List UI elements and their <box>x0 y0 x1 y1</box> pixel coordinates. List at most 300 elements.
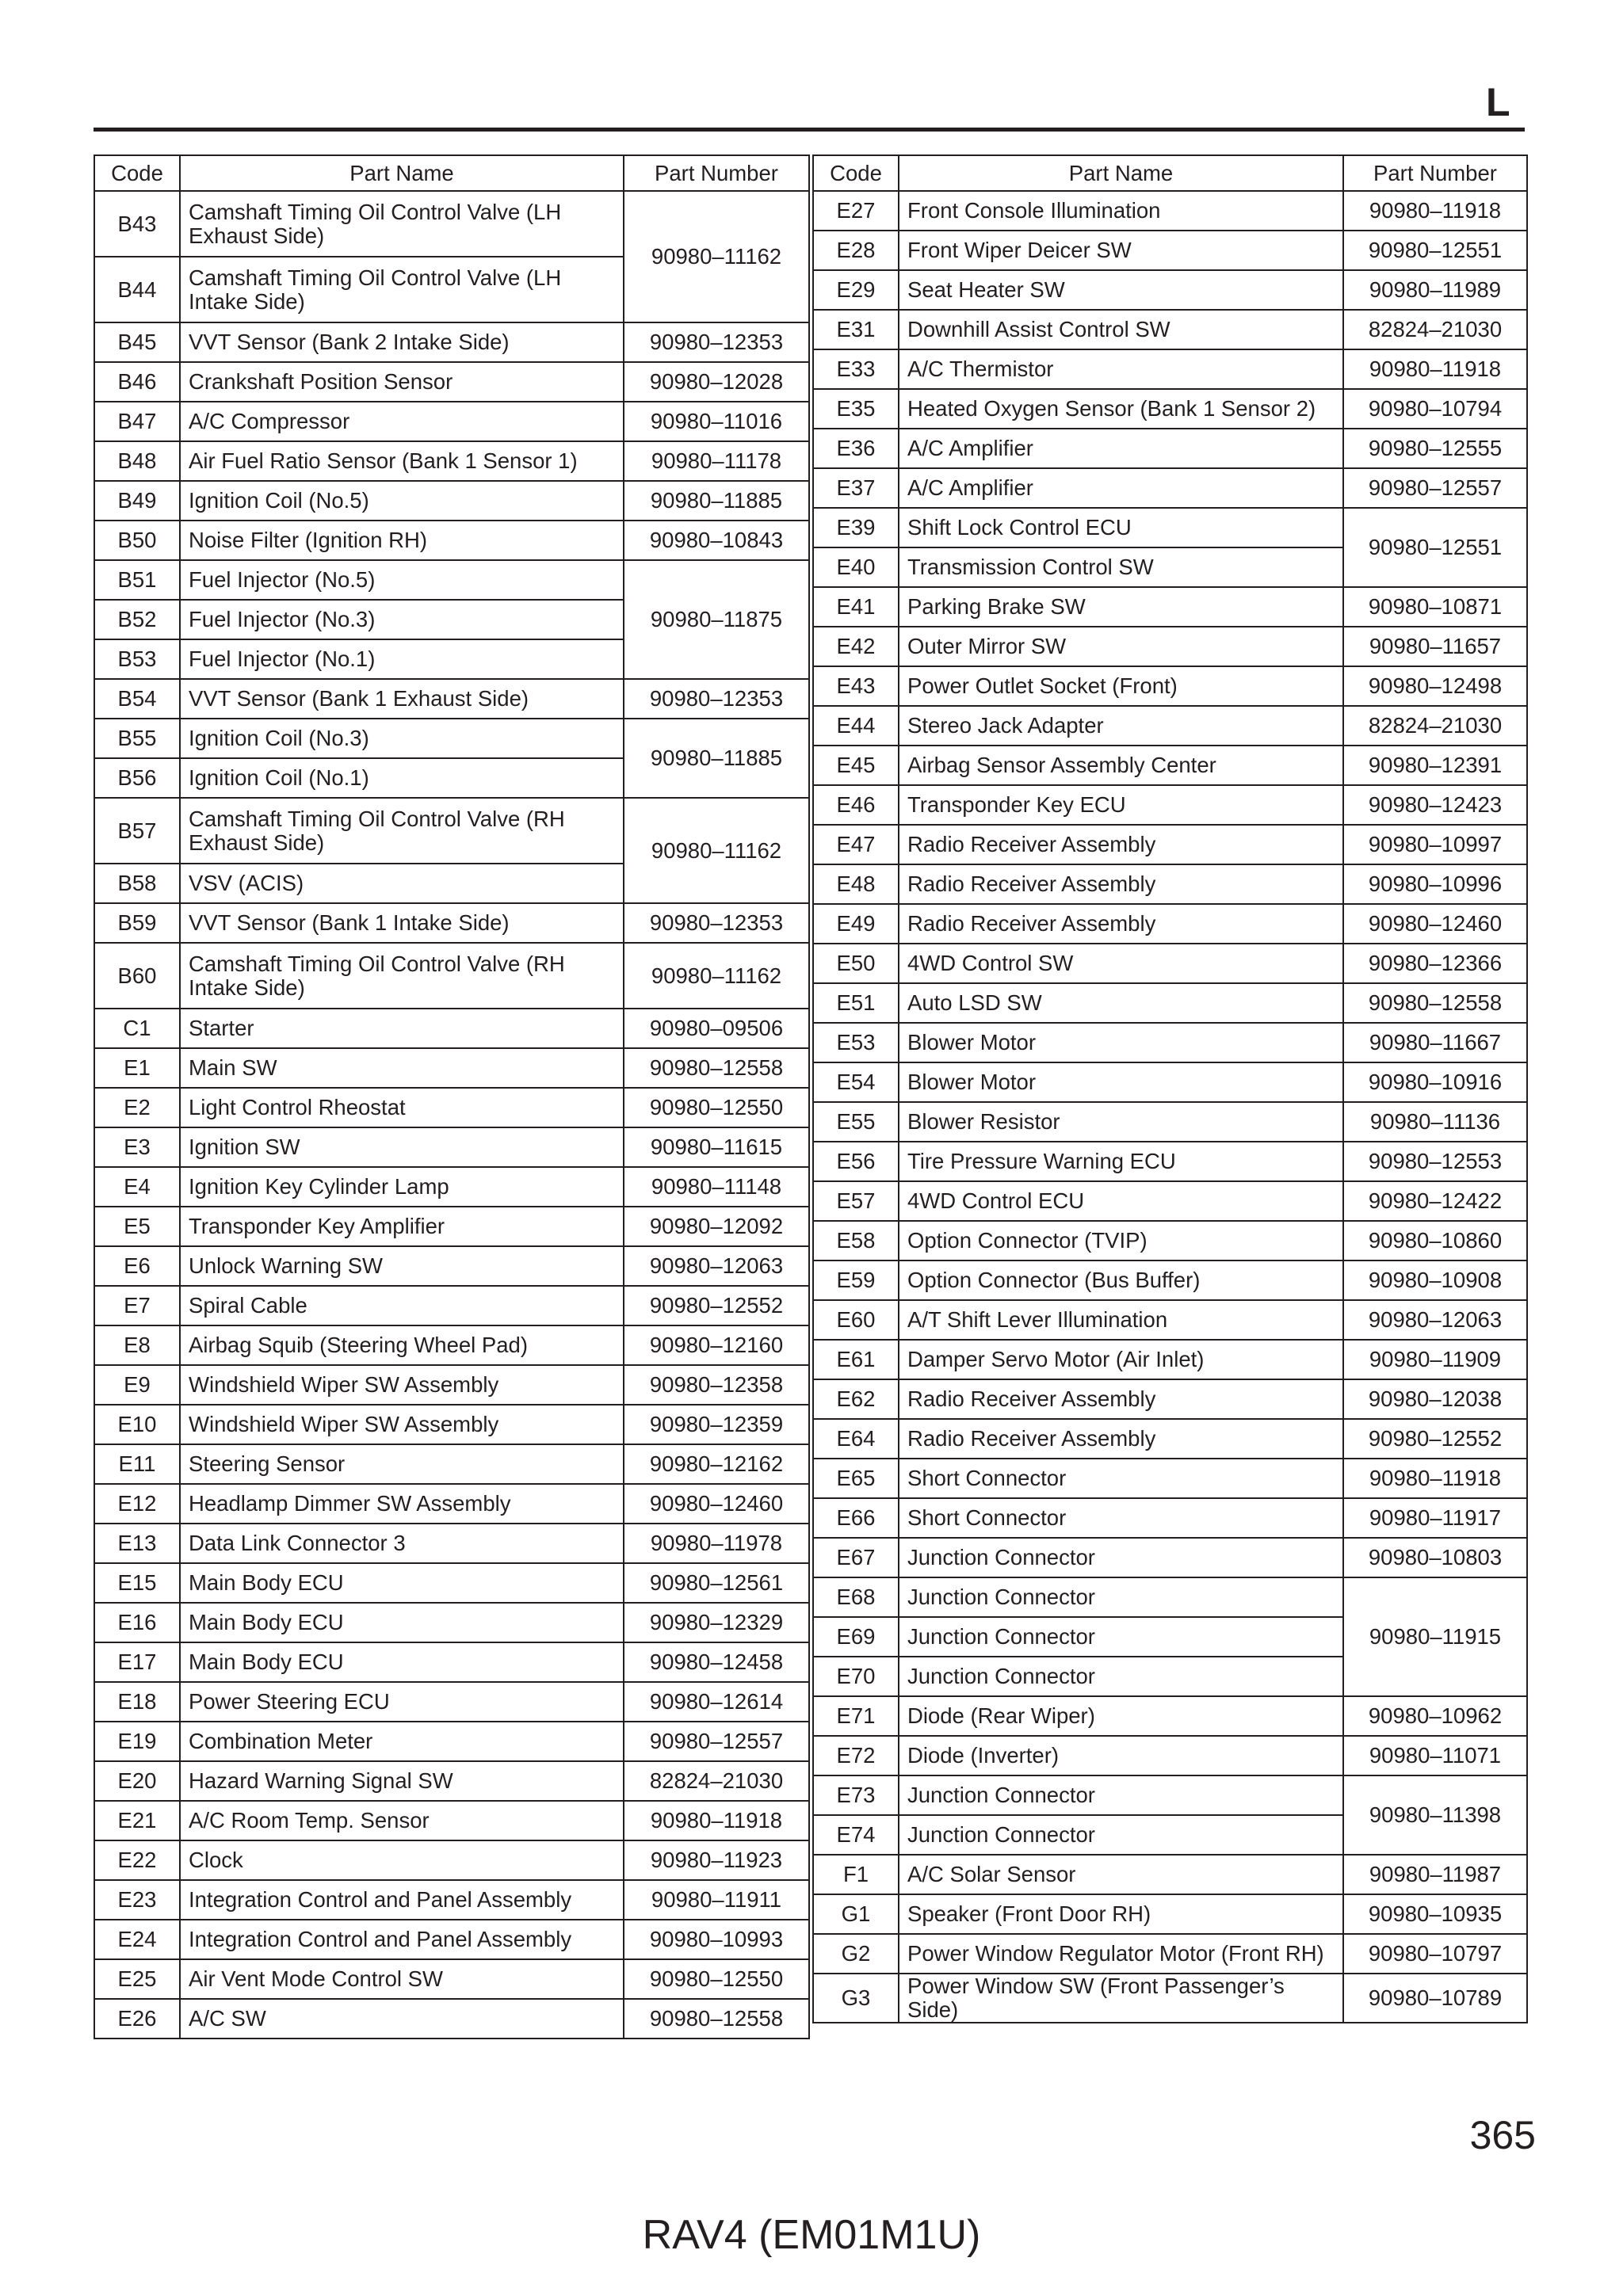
table-row <box>94 1365 809 1405</box>
cell-part-name: Seat Heater SW <box>899 270 1343 310</box>
cell-code: E67 <box>813 1538 899 1577</box>
document-title: RAV4 (EM01M1U) <box>642 2212 981 2258</box>
cell-part-name: Clock <box>180 1840 624 1880</box>
cell-code: E64 <box>813 1419 899 1459</box>
cell-code: E37 <box>813 468 899 508</box>
cell-part-name: Blower Resistor <box>899 1102 1343 1142</box>
cell-part-name: Junction Connector <box>899 1815 1343 1855</box>
cell-code: E5 <box>94 1207 180 1246</box>
cell-part-name: Junction Connector <box>899 1577 1343 1617</box>
cell-part-number: 90980–12423 <box>1343 785 1527 825</box>
cell-code: E8 <box>94 1325 180 1365</box>
cell-part-number: 90980–10997 <box>1343 825 1527 864</box>
cell-part-name: Power Outlet Socket (Front) <box>899 666 1343 706</box>
cell-part-name: A/C Room Temp. Sensor <box>180 1801 624 1840</box>
column-header-code: Code <box>813 155 899 191</box>
cell-code: E72 <box>813 1736 899 1775</box>
cell-code: E21 <box>94 1801 180 1840</box>
cell-part-name: A/C Amplifier <box>899 468 1343 508</box>
cell-code: B54 <box>94 679 180 719</box>
cell-code: E70 <box>813 1657 899 1696</box>
table-row <box>813 1142 1527 1181</box>
cell-part-name: Blower Motor <box>899 1062 1343 1102</box>
table-row <box>94 322 809 362</box>
cell-part-number: 90980–12038 <box>1343 1379 1527 1419</box>
cell-part-name: Junction Connector <box>899 1617 1343 1657</box>
table-row <box>813 983 1527 1023</box>
table-row <box>94 943 809 1009</box>
column-header-part-number: Part Number <box>1343 155 1527 191</box>
table-row <box>94 1682 809 1722</box>
cell-part-number: 90980–12063 <box>1343 1300 1527 1340</box>
cell-part-number: 90980–12353 <box>624 679 809 719</box>
table-row <box>813 1577 1527 1617</box>
cell-part-name: Shift Lock Control ECU <box>899 508 1343 547</box>
cell-part-number: 90980–12557 <box>1343 468 1527 508</box>
cell-part-name: Power Window Regulator Motor (Front RH) <box>899 1934 1343 1974</box>
cell-part-name: 4WD Control SW <box>899 944 1343 983</box>
cell-part-number: 90980–12498 <box>1343 666 1527 706</box>
cell-part-number: 90980–10996 <box>1343 864 1527 904</box>
table-row <box>94 1999 809 2039</box>
table-row <box>94 560 809 600</box>
table-row <box>813 746 1527 785</box>
cell-code: B59 <box>94 903 180 943</box>
table-row <box>813 1221 1527 1261</box>
cell-part-number: 90980–12550 <box>624 1088 809 1127</box>
cell-part-number: 90980–11918 <box>1343 191 1527 231</box>
cell-part-name: Unlock Warning SW <box>180 1246 624 1286</box>
cell-part-number: 90980–11136 <box>1343 1102 1527 1142</box>
cell-part-number: 90980–12162 <box>624 1444 809 1484</box>
cell-code: B43 <box>94 191 180 257</box>
table-row <box>813 270 1527 310</box>
cell-part-number: 90980–12558 <box>624 1999 809 2039</box>
table-row <box>94 1642 809 1682</box>
cell-part-number: 90980–11885 <box>624 481 809 521</box>
cell-part-number: 90980–11162 <box>624 191 809 322</box>
table-row <box>94 1880 809 1920</box>
cell-part-name: Short Connector <box>899 1498 1343 1538</box>
table-row <box>94 1920 809 1959</box>
cell-part-name: Speaker (Front Door RH) <box>899 1894 1343 1934</box>
table-row <box>94 362 809 402</box>
cell-code: E42 <box>813 627 899 666</box>
cell-part-number: 90980–11917 <box>1343 1498 1527 1538</box>
cell-part-name: Short Connector <box>899 1459 1343 1498</box>
table-row <box>813 231 1527 270</box>
cell-part-name: Camshaft Timing Oil Control Valve (LH Intake Side) <box>180 257 624 322</box>
cell-code: G2 <box>813 1934 899 1974</box>
cell-part-number: 90980–11148 <box>624 1167 809 1207</box>
cell-part-number: 90980–10789 <box>1343 1974 1527 2023</box>
cell-code: B57 <box>94 798 180 864</box>
cell-part-name: Transponder Key ECU <box>899 785 1343 825</box>
cell-code: E60 <box>813 1300 899 1340</box>
parts-table-left <box>94 154 810 2039</box>
cell-code: E65 <box>813 1459 899 1498</box>
cell-part-number: 82824–21030 <box>1343 310 1527 349</box>
cell-part-number: 90980–10962 <box>1343 1696 1527 1736</box>
cell-code: G1 <box>813 1894 899 1934</box>
cell-code: B49 <box>94 481 180 521</box>
cell-part-number: 90980–10993 <box>624 1920 809 1959</box>
cell-part-number: 90980–10860 <box>1343 1221 1527 1261</box>
cell-code: E18 <box>94 1682 180 1722</box>
table-row <box>813 1538 1527 1577</box>
cell-part-number: 90980–10871 <box>1343 587 1527 627</box>
cell-code: E7 <box>94 1286 180 1325</box>
cell-part-number: 90980–11162 <box>624 943 809 1009</box>
cell-code: E26 <box>94 1999 180 2039</box>
cell-part-number: 90980–12366 <box>1343 944 1527 983</box>
table-row <box>94 1167 809 1207</box>
cell-part-number: 90980–12552 <box>1343 1419 1527 1459</box>
cell-code: F1 <box>813 1855 899 1894</box>
cell-part-name: Air Vent Mode Control SW <box>180 1959 624 1999</box>
table-row <box>813 349 1527 389</box>
cell-code: B50 <box>94 521 180 560</box>
cell-part-name: Windshield Wiper SW Assembly <box>180 1405 624 1444</box>
cell-part-name: Radio Receiver Assembly <box>899 864 1343 904</box>
cell-part-name: A/C Amplifier <box>899 429 1343 468</box>
cell-code: E33 <box>813 349 899 389</box>
cell-part-number: 90980–12028 <box>624 362 809 402</box>
cell-part-number: 90980–12391 <box>1343 746 1527 785</box>
cell-code: E45 <box>813 746 899 785</box>
cell-part-name: Main SW <box>180 1048 624 1088</box>
cell-part-number: 90980–12460 <box>1343 904 1527 944</box>
table-row <box>94 1405 809 1444</box>
cell-part-name: Junction Connector <box>899 1538 1343 1577</box>
table-row <box>94 1959 809 1999</box>
cell-part-number: 90980–12614 <box>624 1682 809 1722</box>
cell-part-name: VVT Sensor (Bank 1 Exhaust Side) <box>180 679 624 719</box>
cell-part-number: 90980–10935 <box>1343 1894 1527 1934</box>
cell-code: E55 <box>813 1102 899 1142</box>
cell-code: E4 <box>94 1167 180 1207</box>
cell-code: E43 <box>813 666 899 706</box>
cell-part-name: A/T Shift Lever Illumination <box>899 1300 1343 1340</box>
cell-part-name: VVT Sensor (Bank 1 Intake Side) <box>180 903 624 943</box>
cell-part-name: A/C Thermistor <box>899 349 1343 389</box>
table-row <box>94 1207 809 1246</box>
table-row <box>813 389 1527 429</box>
cell-part-name: Ignition Coil (No.3) <box>180 719 624 758</box>
cell-part-name: Air Fuel Ratio Sensor (Bank 1 Sensor 1) <box>180 441 624 481</box>
cell-part-name: Option Connector (TVIP) <box>899 1221 1343 1261</box>
cell-code: E44 <box>813 706 899 746</box>
table-row <box>813 1261 1527 1300</box>
cell-code: E22 <box>94 1840 180 1880</box>
table-header <box>94 155 809 191</box>
table-row <box>94 679 809 719</box>
table-row <box>94 1009 809 1048</box>
cell-code: E1 <box>94 1048 180 1088</box>
cell-part-name: Downhill Assist Control SW <box>899 310 1343 349</box>
cell-part-number: 90980–11987 <box>1343 1855 1527 1894</box>
cell-part-name: Ignition Coil (No.5) <box>180 481 624 521</box>
cell-part-number: 90980–11918 <box>1343 1459 1527 1498</box>
cell-code: E27 <box>813 191 899 231</box>
table-row <box>94 481 809 521</box>
cell-code: E9 <box>94 1365 180 1405</box>
cell-code: E46 <box>813 785 899 825</box>
cell-code: E54 <box>813 1062 899 1102</box>
cell-code: B46 <box>94 362 180 402</box>
cell-part-number: 90980–10803 <box>1343 1538 1527 1577</box>
cell-part-name: Ignition SW <box>180 1127 624 1167</box>
cell-code: B55 <box>94 719 180 758</box>
cell-part-name: Radio Receiver Assembly <box>899 825 1343 864</box>
cell-part-name: Data Link Connector 3 <box>180 1524 624 1563</box>
cell-code: E51 <box>813 983 899 1023</box>
cell-part-name: Integration Control and Panel Assembly <box>180 1920 624 1959</box>
cell-part-name: Main Body ECU <box>180 1642 624 1682</box>
table-row <box>94 1840 809 1880</box>
cell-part-name: Stereo Jack Adapter <box>899 706 1343 746</box>
cell-code: E71 <box>813 1696 899 1736</box>
cell-part-number: 90980–11915 <box>1343 1577 1527 1696</box>
table-row <box>813 627 1527 666</box>
table-row <box>94 719 809 758</box>
table-row <box>813 1736 1527 1775</box>
cell-code: B47 <box>94 402 180 441</box>
cell-code: B58 <box>94 864 180 903</box>
cell-code: B48 <box>94 441 180 481</box>
cell-part-number: 90980–11911 <box>624 1880 809 1920</box>
cell-part-number: 90980–12558 <box>624 1048 809 1088</box>
cell-code: E49 <box>813 904 899 944</box>
cell-part-name: Hazard Warning Signal SW <box>180 1761 624 1801</box>
cell-part-number: 90980–10843 <box>624 521 809 560</box>
table-row <box>94 1088 809 1127</box>
table-row <box>813 666 1527 706</box>
cell-part-number: 90980–12551 <box>1343 508 1527 587</box>
cell-part-number: 90980–11909 <box>1343 1340 1527 1379</box>
cell-part-name: Front Console Illumination <box>899 191 1343 231</box>
table-row <box>94 1722 809 1761</box>
cell-part-number: 90980–12358 <box>624 1365 809 1405</box>
cell-part-name: Diode (Inverter) <box>899 1736 1343 1775</box>
cell-part-name: 4WD Control ECU <box>899 1181 1343 1221</box>
cell-part-name: Fuel Injector (No.3) <box>180 600 624 639</box>
cell-part-name: Starter <box>180 1009 624 1048</box>
cell-part-number: 90980–11016 <box>624 402 809 441</box>
cell-part-name: VSV (ACIS) <box>180 864 624 903</box>
table-row <box>94 1444 809 1484</box>
cell-part-name: Camshaft Timing Oil Control Valve (RH Intake Side) <box>180 943 624 1009</box>
cell-part-name: Tire Pressure Warning ECU <box>899 1142 1343 1181</box>
table-row <box>813 1102 1527 1142</box>
cell-part-name: A/C Compressor <box>180 402 624 441</box>
cell-part-number: 90980–12160 <box>624 1325 809 1365</box>
cell-code: E2 <box>94 1088 180 1127</box>
cell-code: E19 <box>94 1722 180 1761</box>
table-row <box>813 706 1527 746</box>
cell-part-name: Transponder Key Amplifier <box>180 1207 624 1246</box>
table-row <box>813 1459 1527 1498</box>
cell-part-number: 90980–11615 <box>624 1127 809 1167</box>
header-rule <box>94 128 1525 132</box>
cell-part-name: Junction Connector <box>899 1775 1343 1815</box>
table-row <box>94 441 809 481</box>
cell-part-name: Diode (Rear Wiper) <box>899 1696 1343 1736</box>
cell-code: E3 <box>94 1127 180 1167</box>
cell-code: E39 <box>813 508 899 547</box>
table-row <box>94 521 809 560</box>
cell-code: E20 <box>94 1761 180 1801</box>
table-row <box>813 429 1527 468</box>
cell-part-name: Auto LSD SW <box>899 983 1343 1023</box>
cell-part-number: 90980–11178 <box>624 441 809 481</box>
column-header-code: Code <box>94 155 180 191</box>
cell-part-name: Junction Connector <box>899 1657 1343 1696</box>
cell-part-name: Radio Receiver Assembly <box>899 904 1343 944</box>
cell-code: B52 <box>94 600 180 639</box>
cell-code: E48 <box>813 864 899 904</box>
table-row <box>813 1934 1527 1974</box>
cell-part-number: 90980–12550 <box>624 1959 809 1999</box>
cell-code: E74 <box>813 1815 899 1855</box>
cell-code: E25 <box>94 1959 180 1999</box>
table-row <box>94 1048 809 1088</box>
table-row <box>94 1563 809 1603</box>
cell-part-name: Parking Brake SW <box>899 587 1343 627</box>
cell-part-number: 90980–11918 <box>1343 349 1527 389</box>
cell-part-name: Camshaft Timing Oil Control Valve (RH Exhaust Side) <box>180 798 624 864</box>
cell-part-name: A/C SW <box>180 1999 624 2039</box>
table-row <box>813 587 1527 627</box>
cell-part-number: 90980–10908 <box>1343 1261 1527 1300</box>
table-row <box>813 1775 1527 1815</box>
table-row <box>813 1300 1527 1340</box>
cell-part-name: Ignition Key Cylinder Lamp <box>180 1167 624 1207</box>
cell-part-number: 90980–11667 <box>1343 1023 1527 1062</box>
cell-part-name: Front Wiper Deicer SW <box>899 231 1343 270</box>
cell-part-name: Combination Meter <box>180 1722 624 1761</box>
table-row <box>813 1023 1527 1062</box>
cell-part-name: Ignition Coil (No.1) <box>180 758 624 798</box>
cell-code: E36 <box>813 429 899 468</box>
cell-part-number: 90980–11071 <box>1343 1736 1527 1775</box>
cell-part-number: 90980–11918 <box>624 1801 809 1840</box>
parts-table-right <box>812 154 1528 2023</box>
cell-part-number: 90980–11989 <box>1343 270 1527 310</box>
cell-part-name: Fuel Injector (No.1) <box>180 639 624 679</box>
table-row <box>813 1181 1527 1221</box>
table-row <box>813 1379 1527 1419</box>
cell-code: E29 <box>813 270 899 310</box>
cell-part-number: 90980–12329 <box>624 1603 809 1642</box>
cell-part-number: 90980–12558 <box>1343 983 1527 1023</box>
cell-part-name: Main Body ECU <box>180 1603 624 1642</box>
cell-part-name: Radio Receiver Assembly <box>899 1419 1343 1459</box>
cell-part-number: 90980–12063 <box>624 1246 809 1286</box>
cell-part-number: 90980–12353 <box>624 322 809 362</box>
cell-part-number: 90980–11978 <box>624 1524 809 1563</box>
cell-code: E66 <box>813 1498 899 1538</box>
table-row <box>94 1603 809 1642</box>
cell-part-number: 90980–12460 <box>624 1484 809 1524</box>
cell-code: E16 <box>94 1603 180 1642</box>
cell-part-number: 90980–12557 <box>624 1722 809 1761</box>
table-body <box>813 191 1527 2023</box>
cell-code: E69 <box>813 1617 899 1657</box>
cell-code: E59 <box>813 1261 899 1300</box>
cell-part-name: Power Steering ECU <box>180 1682 624 1722</box>
cell-part-name: Blower Motor <box>899 1023 1343 1062</box>
cell-code: E61 <box>813 1340 899 1379</box>
cell-code: E6 <box>94 1246 180 1286</box>
column-header-part-number: Part Number <box>624 155 809 191</box>
cell-part-number: 90980–11162 <box>624 798 809 903</box>
cell-code: E53 <box>813 1023 899 1062</box>
cell-code: B53 <box>94 639 180 679</box>
cell-code: E58 <box>813 1221 899 1261</box>
table-row <box>94 1524 809 1563</box>
cell-part-name: Windshield Wiper SW Assembly <box>180 1365 624 1405</box>
table-row <box>813 1855 1527 1894</box>
section-letter: L <box>1486 80 1510 124</box>
cell-part-name: Airbag Squib (Steering Wheel Pad) <box>180 1325 624 1365</box>
cell-code: E23 <box>94 1880 180 1920</box>
page-number: 365 <box>1469 2113 1536 2157</box>
cell-part-name: VVT Sensor (Bank 2 Intake Side) <box>180 322 624 362</box>
cell-part-name: Spiral Cable <box>180 1286 624 1325</box>
cell-part-name: Outer Mirror SW <box>899 627 1343 666</box>
cell-part-number: 82824–21030 <box>1343 706 1527 746</box>
cell-part-number: 90980–12561 <box>624 1563 809 1603</box>
cell-code: E13 <box>94 1524 180 1563</box>
cell-code: E10 <box>94 1405 180 1444</box>
cell-part-name: Camshaft Timing Oil Control Valve (LH Exhaust Side) <box>180 191 624 257</box>
table-row <box>813 1340 1527 1379</box>
cell-code: E17 <box>94 1642 180 1682</box>
cell-part-name: Radio Receiver Assembly <box>899 1379 1343 1419</box>
table-row <box>813 1696 1527 1736</box>
table-row <box>813 1894 1527 1934</box>
cell-part-name: Damper Servo Motor (Air Inlet) <box>899 1340 1343 1379</box>
cell-part-number: 90980–11398 <box>1343 1775 1527 1855</box>
cell-part-name: Transmission Control SW <box>899 547 1343 587</box>
cell-code: E56 <box>813 1142 899 1181</box>
cell-part-number: 90980–12553 <box>1343 1142 1527 1181</box>
cell-code: E15 <box>94 1563 180 1603</box>
cell-part-name: Light Control Rheostat <box>180 1088 624 1127</box>
cell-part-number: 90980–11875 <box>624 560 809 679</box>
cell-code: E12 <box>94 1484 180 1524</box>
cell-part-number: 90980–12353 <box>624 903 809 943</box>
cell-part-number: 90980–12422 <box>1343 1181 1527 1221</box>
table-row <box>813 864 1527 904</box>
cell-code: E11 <box>94 1444 180 1484</box>
cell-part-number: 90980–10794 <box>1343 389 1527 429</box>
cell-part-name: Noise Filter (Ignition RH) <box>180 521 624 560</box>
table-row <box>813 825 1527 864</box>
cell-part-name: Main Body ECU <box>180 1563 624 1603</box>
cell-code: B44 <box>94 257 180 322</box>
table-row <box>94 1127 809 1167</box>
cell-code: B51 <box>94 560 180 600</box>
table-row <box>813 191 1527 231</box>
table-row <box>94 402 809 441</box>
column-header-part-name: Part Name <box>180 155 624 191</box>
table-row <box>94 1761 809 1801</box>
cell-part-number: 90980–11657 <box>1343 627 1527 666</box>
table-row <box>813 468 1527 508</box>
cell-code: E28 <box>813 231 899 270</box>
